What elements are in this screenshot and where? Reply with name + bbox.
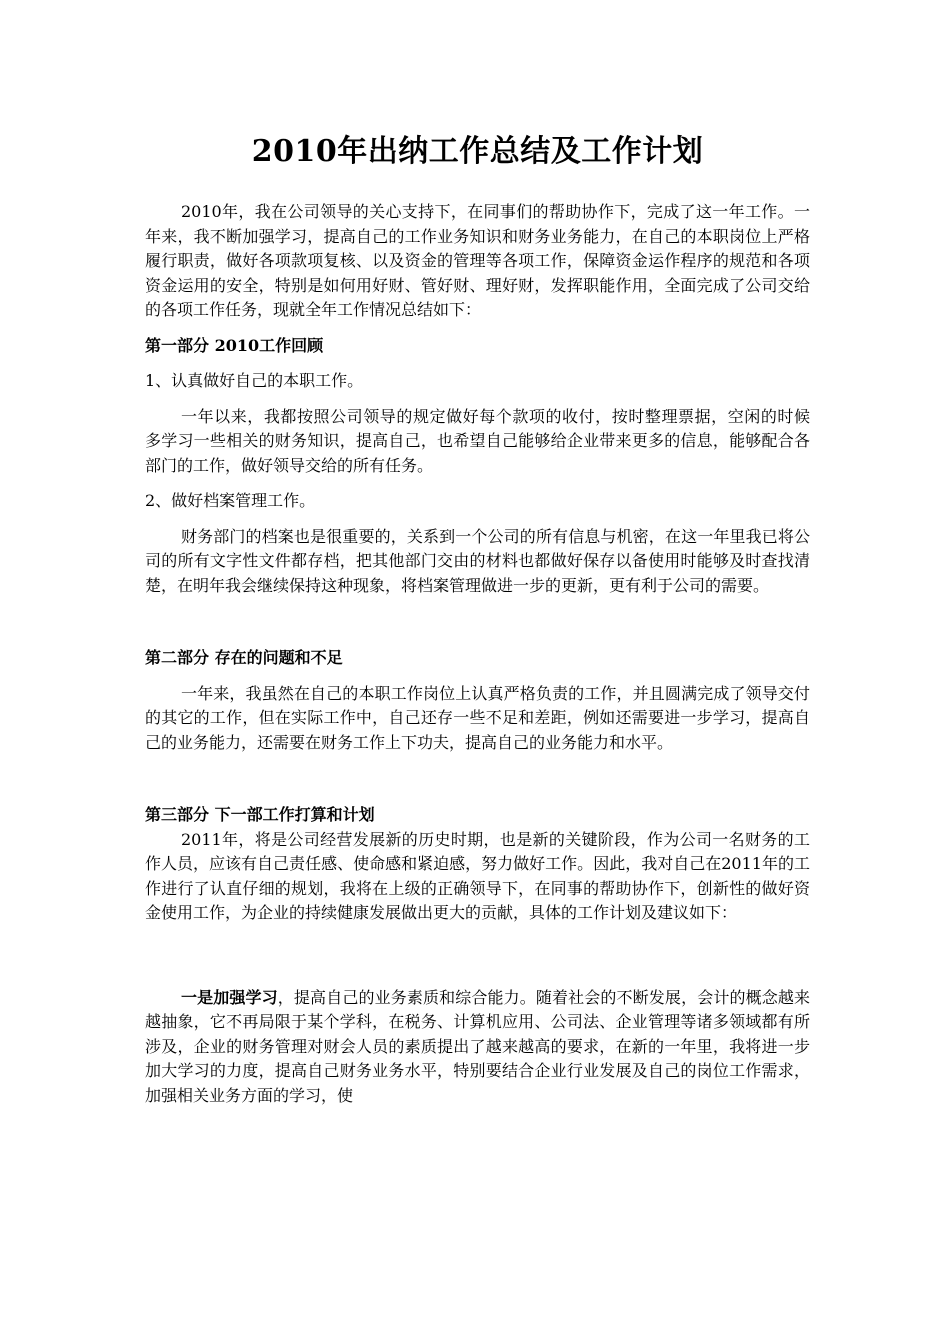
document-page <box>145 0 810 1108</box>
spacer <box>145 478 810 489</box>
spacer <box>145 926 810 986</box>
spacer <box>145 514 810 525</box>
part3-point1-text: ，提高自己的业务素质和综合能力。随着社会的不断发展，会计的概念越来越抽象，它不再局限于某个学科，在税务、计算机应用、公司法、企业管理等诸多领域都有所涉及，企业的财务管理对财会人员的素质提出了越来越高的要求，在新的一年里，我将进一步加大学习的力度，提高自己财务业务水平，特别要结合企业行业发展及自己的岗位工作需求，加强相关业务方面的学习，使 <box>145 987 810 1105</box>
part3-point1-lead: 一是加强学习 <box>181 987 278 1007</box>
spacer <box>145 598 810 646</box>
document-title: 2010年出纳工作总结及工作计划 <box>251 134 704 169</box>
part3-point1 <box>145 986 810 1109</box>
part2-text: 一年来，我虽然在自己的本职工作岗位上认真严格负责的工作，并且圆满完成了领导交付的其它的工作，但在实际工作中，自己还存一些不足和差距，例如还需要进一步学习，提高自己的业务能力，还需要在财务工作上下功夫，提高自己的业务能力和水平。 <box>145 683 810 752</box>
part3-heading: 第三部分 下一部工作打算和计划 <box>145 805 375 824</box>
spacer <box>145 671 810 682</box>
part1-item1-text: 一年以来，我都按照公司领导的规定做好每个款项的收付，按时整理票据，空闲的时候 多学习一些相关的财务知识，提高自己，也希望自己能够给企业带来更多的信息，能够配合各部门的工作，做好领导交给的所有任务。 <box>145 406 810 475</box>
spacer <box>145 394 810 405</box>
part1-item2-text: 财务部门的档案也是很重要的，关系到一个公司的所有信息与机密，在这一年里我已将公司的所有文字性文件都存档，把其他部门交由的材料也都做好保存以备使用时能够及时查找清楚，在明年我会继续保持这种现象，将档案管理做进一步的更新，更有利于公司的需要。 <box>145 526 810 595</box>
part1-item1-title: 1、认真做好自己的本职工作。 <box>145 371 364 390</box>
spacer <box>145 755 810 803</box>
spacer <box>145 323 810 334</box>
intro-paragraph: 2010年，我在公司领导的关心支持下，在同事们的帮助协作下，完成了这一年工作。一年来，我不断加强学习，提高自己的工作业务知识和财务业务能力，在自己的本职岗位上严格履行职责，做好各项款项复核、以及资金的管理等各项工作，保障资金运作程序的规范和各项资金运用的安全，特别是如何用好财、管好财、理好财，发挥职能作用，全面完成了公司交给的各项工作任务，现就全年工作情况总结如下： <box>145 202 810 319</box>
part1-item2-title: 2、做好档案管理工作。 <box>145 491 316 510</box>
part1-heading: 第一部分 2010工作回顾 <box>145 335 324 355</box>
part3-text: 2011年，将是公司经营发展新的历史时期，也是新的关键阶段，作为公司一名财务的工作人员，应该有自己责任感、使命感和紧迫感，努力做好工作。因此，我对自己在2011年的工作进行了认直仔细的规划，我将在上级的正确领导下，在同事的帮助协作下，创新性的做好资金使用工作，为企业的持续健康发展做出更大的贡献，具体的工作计划及建议如下： <box>145 829 810 922</box>
part2-heading: 第二部分 存在的问题和不足 <box>145 648 343 667</box>
spacer <box>145 358 810 369</box>
